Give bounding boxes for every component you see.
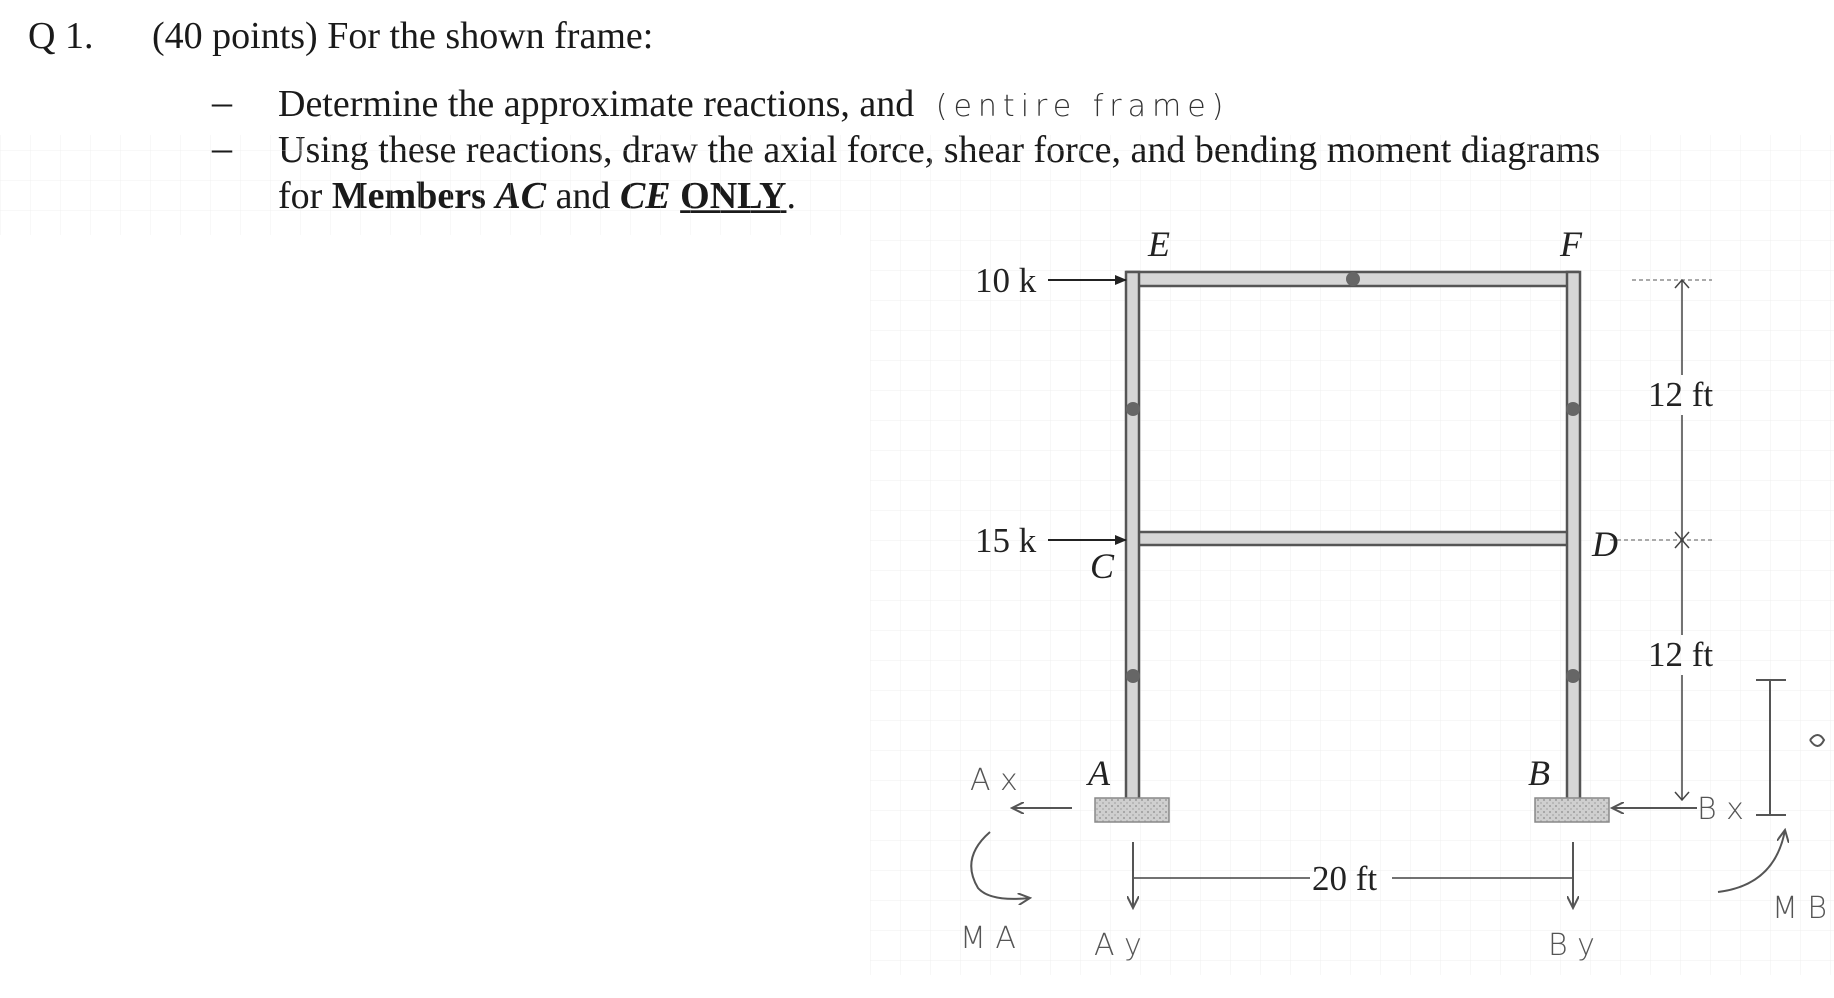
support-a (1095, 798, 1169, 822)
grid-strip (0, 135, 1834, 235)
hand-ay-label: A y (1094, 928, 1142, 963)
hand-ma-label: M A (960, 921, 1016, 956)
hinge-ef (1346, 272, 1360, 286)
node-e-label: E (1148, 224, 1170, 264)
dim-lower-label: 12 ft (1648, 635, 1714, 674)
node-d-label: D (1592, 524, 1618, 564)
hand-by-label: B y (1548, 928, 1595, 963)
column-left (1126, 272, 1139, 805)
column-right (1567, 272, 1580, 805)
load-15k-label: 15 k (975, 521, 1037, 560)
question-number: Q 1. (28, 15, 94, 57)
node-a-label: A (1088, 753, 1110, 793)
question-points: (40 points) For the shown frame: (152, 15, 654, 57)
hand-ax-label: A x (970, 763, 1018, 798)
dim-upper-label: 12 ft (1648, 375, 1714, 414)
hinge-left-lower (1126, 669, 1140, 683)
load-10k-label: 10 k (975, 261, 1037, 300)
node-b-label: B (1528, 753, 1550, 793)
beam-cd (1127, 532, 1578, 545)
support-b (1535, 798, 1609, 822)
node-c-label: C (1090, 546, 1115, 586)
bullet-dash-1: – (212, 79, 232, 124)
node-f-label: F (1560, 224, 1582, 264)
hinge-left-upper (1126, 402, 1140, 416)
hinge-right-lower (1566, 669, 1580, 683)
handwritten-note: (entire frame) (935, 89, 1230, 124)
bullet-1-text: Determine the approximate reactions, and (278, 83, 915, 125)
hinge-right-upper (1566, 402, 1580, 416)
span-label: 20 ft (1312, 859, 1378, 898)
hand-mb-label: M B (1772, 891, 1828, 926)
hand-bx-label: B x (1697, 792, 1744, 827)
